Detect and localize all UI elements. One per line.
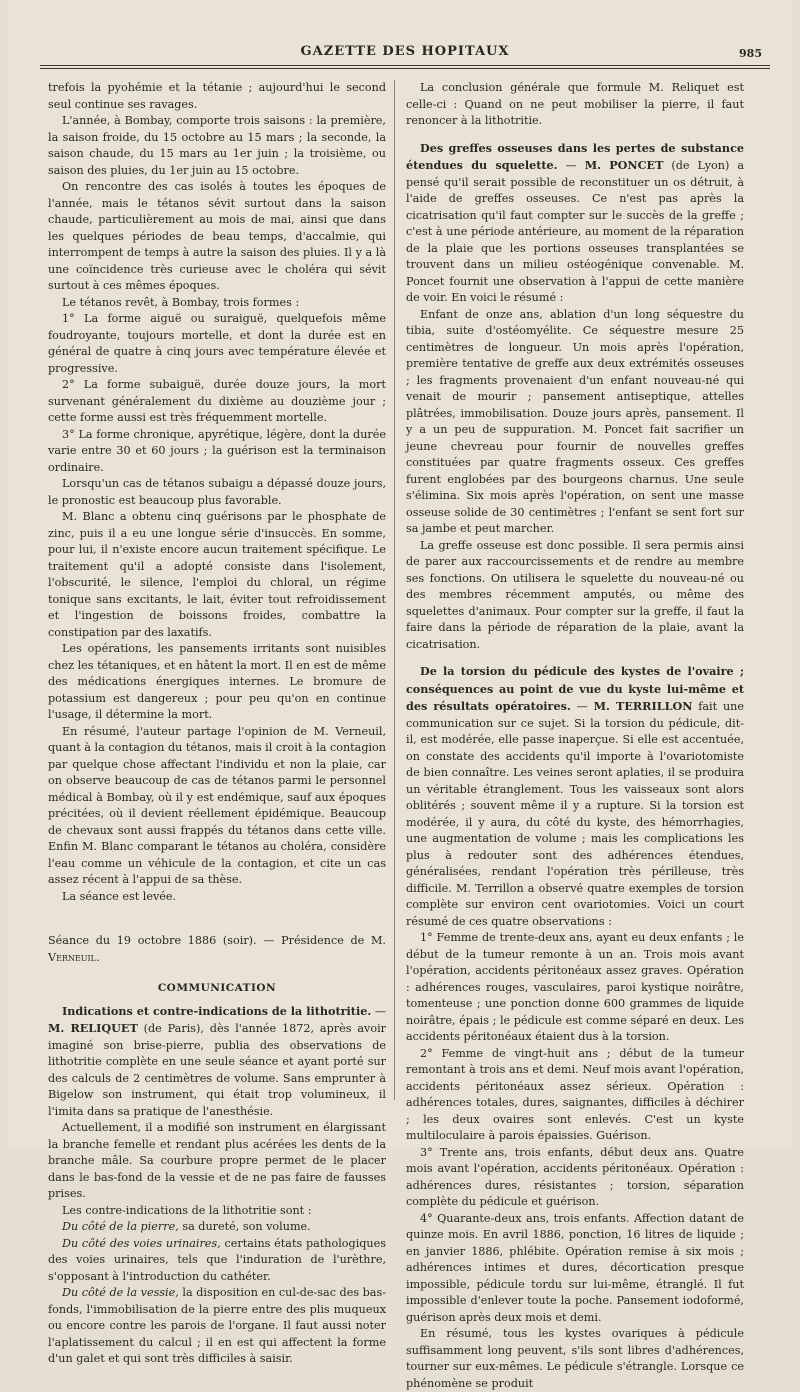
italic-lead: Du côté de la pierre, [62,1220,179,1233]
paragraph: La greffe osseuse est donc possible. Il sera permis ainsi de parer aux raccourcissements et de rendre au membre ses fonctions. On utilisera le squelette du nouveau-né ou des membres récemment amputés, ou même des squelettes d'animaux. Pour compter sur la greffe, il faut la faire dans la période de réparation de la plaie, avant la cicatrisation. [406,538,744,651]
header-rule [40,65,770,69]
paragraph: La conclusion générale que formule M. Reliquet est celle-ci : Quand on ne peut mobiliser la pierre, il faut renoncer à la lithotritie. [406,81,744,127]
journal-title: GAZETTE DES HOPITAUX [300,44,510,59]
article-body: (de Lyon) a pensé qu'il serait possible de reconstituer un os détruit, à l'aide de greffes osseuses. Ce n'est pas après la cicatrisation qu'il faut compter sur le succès de la greffe ; c'est à une période antérieure, au moment de la réparation de la plaie que les portions osseuses transplantées se trouvent dans un milieu ostéogénique convenable. M. Poncet fournit une observation à l'appui de cette manière de voir. En voici le résumé : [406,159,744,304]
page-header [48,42,762,64]
closing-line: La séance est levée. [62,889,177,903]
session-prefix: Séance du 19 octobre 1886 (soir). — Présidence de M. [48,934,386,947]
article-greffes [406,140,744,307]
author-name: M. PONCET [584,158,664,172]
paragraph: 1° La forme aiguë ou suraiguë, quelquefois même foudroyante, toujours mortelle, et dont la durée est en général de quatre à cinq jours avec température élevée et progressive. [48,312,386,375]
left-column [48,80,386,1368]
author-name: M. RELIQUET [48,1021,138,1035]
article-title: Des greffes osseuses dans les pertes de substance étendues du squelette. [406,140,744,172]
paragraph: Les contre-indications de la lithotritie sont : [62,1203,312,1217]
paragraph: 2° La forme subaiguë, durée douze jours, la mort survenant généralement du dixième au douzième jour ; cette forme aussi est très fréquemment mortelle. [48,378,386,424]
session-chair: Verneuil. [48,950,100,964]
paragraph: Enfant de onze ans, ablation d'un long séquestre du tibia, suite d'ostéomyélite. Ce séquestre mesure 25 centimètres de longueur. Un mois après l'opération, première tentative de greffe aux deux extrémités osseuses ; les fragments provenaient d'un enfant nouveau-né qui venait de mourir ; pansement antiseptique, attelles plâtrées, immobilisation. Douze jours après, pansement. Il y a un peu de suppuration. M. Poncet fait sacrifier un jeune chevreau pour fournir de nouvelles greffes constituées par quatre fragments osseux. Ces greffes furent englobées par des bourgeons charnus. Une seule s'élimina. Six mois après l'opération, on sent une masse osseuse solide de 30 centimètres ; l'enfant se sent fort sur sa jambe et peut marcher. [406,307,744,535]
paragraph: 2° Femme de vingt-huit ans ; début de la tumeur remontant à trois ans et demi. Neuf mois avant l'opération, accidents péritonéaux assez sérieux. Opération : adhérences totales, dures, saignantes, difficiles à déchirer ; les deux ovaires sont enlevés. C'est un kyste multiloculaire à parois épaissies. Guérison. [406,1046,744,1142]
paragraph: 4° Quarante-deux ans, trois enfants. Affection datant de quinze mois. En avril 1886, ponction, 16 litres de liquide ; en janvier 1886, phlébite. Opération remise à six mois ; adhérences intimes et dures, décortication presque impossible, pédicule tordu sur lui-même, étranglé. Il fut impossible d'enlever toute la poche. Pansement iodoformé, guérison après deux mois et demi. [406,1211,744,1324]
article-lithotritie [48,1003,386,1121]
dash: — [557,159,585,172]
paragraph: Lorsqu'un cas de tétanos subaigu a dépassé douze jours, le pronostic est beaucoup plus favorable. [48,477,386,507]
paragraph: Le tétanos revêt, à Bombay, trois formes : [62,295,300,309]
author-name: M. TERRILLON [593,699,693,713]
dash: — [371,1004,387,1018]
paragraph: En résumé, tous les kystes ovariques à pédicule suffisamment long peuvent, s'ils sont libres d'adhérences, tourner sur eux-mêmes. Le pédicule s'étrangle. Lorsque ce phénomène se produit [406,1327,744,1390]
article-title: Indications et contre-indications de la lithotritie. [62,1003,372,1018]
paragraph: 3° La forme chronique, apyrétique, légère, dont la durée varie entre 30 et 60 jours ; la guérison est la terminaison ordinaire. [48,427,386,474]
session-line [48,933,386,966]
paragraph: Les opérations, les pansements irritants sont nuisibles chez les tétaniques, et en hâtent la mort. Il en est de même des médications énergiques internes. Le bromure de potassium est dangereux ; pour peu qu'on en continue l'usage, il détermine la mort. [48,642,386,721]
paragraph [48,1285,386,1368]
paragraph: On rencontre des cas isolés à toutes les époques de l'année, mais le tétanos sévit surtout dans la saison chaude, particulièrement au mois de mai, ainsi que dans les quelques périodes de beau temps, d'accalmie, qui interrompent de temps à autre la saison des pluies. Il y a là une coïncidence très curieuse avec le choléra qui sévit surtout à ces mêmes époques. [48,180,386,292]
article-body: fait une communication sur ce sujet. Si la torsion du pédicule, dit-il, est modérée, elle passe inaperçue. Si elle est accentuée, on constate des accidents qu'il importe à l'ovariotomiste de bien connaître. Les veines seront aplaties, il se produira un véritable étranglement. Tous les vaisseaux sont alors oblitérés ; souvent même il y a rupture. Si la torsion est modérée, il y aura, du côté du kyste, des hémorrhagies, une augmentation de volume ; mais les complications les plus à redouter sont des adhérences étendues, généralisées, rendant l'opération très périlleuse, très difficile. M. Terrillon a observé quatre exemples de torsion complète sur environ cent ovariotomies. Voici un court résumé de ces quatre observations : [406,700,744,928]
paragraph: En résumé, l'auteur partage l'opinion de M. Verneuil, quant à la contagion du tétanos, mais il croit à la contagion par quelque chose affectant l'individu et non la plaie, car on observe beaucoup de cas de tétanos parmi le personnel médical à Bombay, où il y est endémique, sauf aux époques précitées, où il devient réellement épidémique. Beaucoup de chevaux sont aussi frappés du tétanos dans cette ville. Enfin M. Blanc comparant le tétanos au choléra, considère l'eau comme un véhicule de la contagion, et cite un cas assez récent à l'appui de sa thèse. [48,724,386,886]
text: certains états pathologiques des voies urinaires, tels que l'induration de l'urèthre, s'opposant à l'introduction du cathéter. [48,1236,387,1283]
page-number: 985 [739,47,762,60]
column-divider [394,80,395,1100]
paragraph: L'année, à Bombay, comporte trois saisons : la première, la saison froide, du 15 octobre au 15 mars ; la seconde, la saison chaude, du 15 mars au 1er juin ; la troisième, ou saison des pluies, du 1er juin au 15 octobre. [48,114,386,177]
paragraph [48,1219,386,1236]
section-heading: COMMUNICATION [157,982,277,994]
dash: — [570,700,594,713]
article-torsion [406,663,744,930]
article-title: De la torsion du pédicule des kystes de l'ovaire ; conséquences au point de vue du kyste lui-même et des résultats opératoires. [406,664,744,713]
italic-lead: Du côté de la vessie, [62,1286,179,1299]
right-column [406,80,744,1392]
text: sa dureté, son volume. [178,1220,311,1233]
paragraph: M. Blanc a obtenu cinq guérisons par le phosphate de zinc, puis il a eu une longue série d'insuccès. En somme, pour lui, il n'existe encore aucun traitement spécifique. Le traitement qu'il a adopté consiste dans l'isolement, l'obscurité, le silence, l'emploi du chloral, un régime tonique sans excitants, le lait, éviter tout refroidissement et l'ingestion de boissons froides, combattre la constipation par des laxatifs. [48,510,386,639]
paragraph: 1° Femme de trente-deux ans, ayant eu deux enfants ; le début de la tumeur remonte à un an. Trois mois avant l'opération, accidents péritonéaux assez graves. Opération : adhérences rouges, vasculaires, paroi kystique noirâtre, tomenteuse ; une ponction donne 600 grammes de liquide noirâtre, épais ; le pédicule est comme séparé en deux. Les accidents péritonéaux étaient dus à la torsion. [406,931,744,1043]
paragraph [48,1236,386,1286]
paragraph: trefois la pyohémie et la tétanie ; aujourd'hui le second seul continue ses ravages. [48,81,386,111]
paragraph: Actuellement, il a modifié son instrument en élargissant la branche femelle et rendant plus acérées les dents de la branche mâle. Sa courbure propre permet de le placer dans le bas-fond de la vessie et de ne pas faire de fausses prises. [48,1121,386,1200]
italic-lead: Du côté des voies urinaires, [62,1236,221,1250]
text: la disposition en cul-de-sac des bas-fonds, l'immobilisation de la pierre entre des plis muqueux ou encore contre les parois de l'organe. Il faut aussi noter l'aplatissement du calcul ; il en est qui affectent la forme d'un galet et qui sont très difficiles à saisir. [48,1286,386,1365]
paragraph: 3° Trente ans, trois enfants, début deux ans. Quatre mois avant l'opération, accidents péritonéaux. Opération : adhérences dures, résistantes ; torsion, séparation complète du pédicule et guérison. [406,1145,744,1208]
article-body: (de Paris), dès l'année 1872, après avoir imaginé son brise-pierre, publia des observations de lithotritie complète en une seule séance et ayant porté sur des calculs de 2 centimètres de volume. Sans emprunter à Bigelow son instrument, qui était trop volumineux, il l'imita dans sa pratique de l'anesthésie. [48,1022,386,1118]
